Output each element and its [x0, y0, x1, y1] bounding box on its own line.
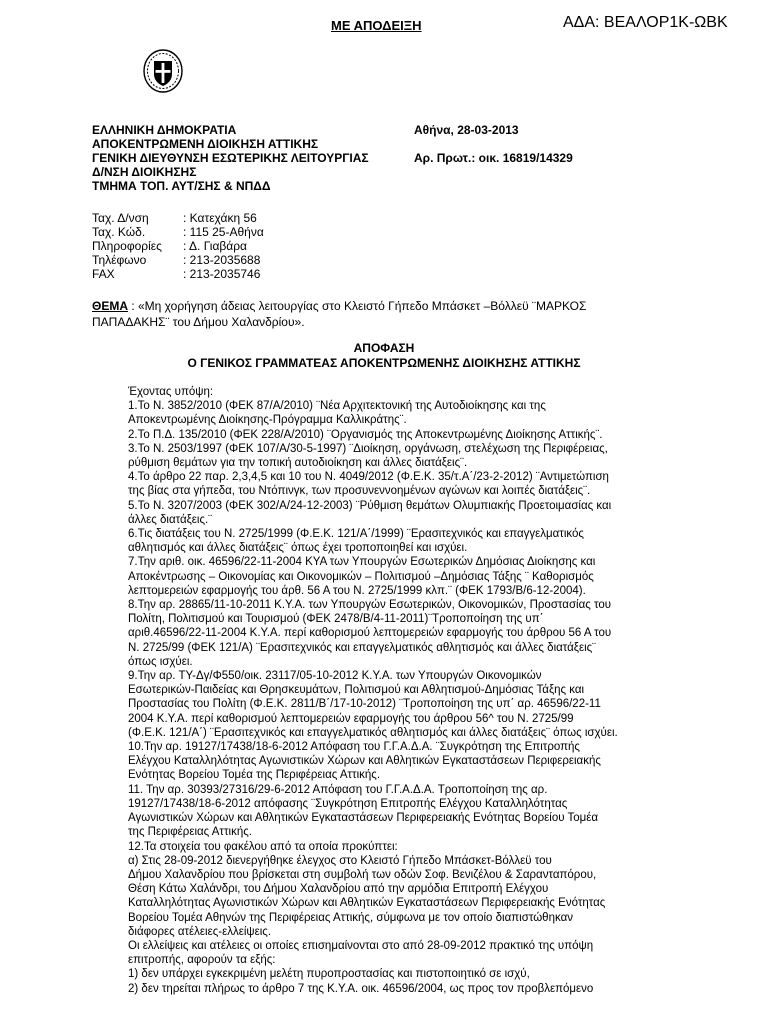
body-line: 12.Τα στοιχεία του φακέλου από τα οποία προκύπτει:: [128, 840, 398, 853]
body-line: 19127/17438/18-6-2012 απόφασης ¨Συγκρότηση Επιτροπής Ελέγχου Καταλληλότητας: [128, 797, 568, 810]
body-line: Αποκέντρωσης – Οικονομίας και Οικονομικών – Πολιτισμού –Δημόσιας Τάξης ¨ Καθορισμός: [128, 570, 594, 583]
authority-line: ΓΕΝΙΚΗ ΔΙΕΥΘΥΝΣΗ ΕΣΩΤΕΡΙΚΗΣ ΛΕΙΤΟΥΡΓΙΑΣ: [92, 151, 369, 165]
ada-code: ΑΔΑ: ΒΕΑΛΟΡ1Κ-ΩΒΚ: [563, 14, 728, 31]
body-line: όπως ισχύει.: [128, 655, 193, 668]
contact-value: : 115 25-Αθήνα: [183, 225, 264, 239]
body-line: 6.Τις διατάξεις του Ν. 2725/1999 (Φ.Ε.Κ. 121/Α΄/1999) ¨Ερασιτεχνικός και επαγγελματικός: [128, 528, 584, 541]
body-line: διάφορες ατέλειες-ελλείψεις.: [128, 925, 272, 938]
body-line: της βίας στα γήπεδα, του Ντόπινγκ, των προσυνεννοημένων αγώνων και λοιπές διατάξεις¨.: [128, 485, 591, 498]
body-line: 2004 Κ.Υ.Α. περί καθορισμού λεπτομερειών εφαρμογής του άρθρου 56^ του Ν. 2725/99: [128, 712, 574, 725]
body-line: ρύθμιση θεμάτων για την τοπική αυτοδιοίκηση και άλλες διατάξεις¨.: [128, 457, 468, 470]
protocol-number: Αρ. Πρωτ.: οικ. 16819/14329: [414, 151, 573, 165]
subject-block: [92, 298, 586, 330]
subject-text: : «Μη χορήγηση άδειας λειτουργίας στο Κλειστό Γήπεδο Μπάσκετ –Βόλλεϋ ¨ΜΑΡΚΟΣ: [128, 299, 587, 313]
body-line: 4.Το άρθρο 22 παρ. 2,3,4,5 και 10 του Ν. 4049/2012 (Φ.Ε.Κ. 35/τ.Α΄/23-2-2012) ¨Αντιμετώπιση: [128, 471, 609, 484]
body-line: επιτροπής, αφορούν τα εξής:: [128, 954, 276, 967]
body-line: Οι ελλείψεις και ατέλειες οι οποίες επισημαίνονται στο από 28-09-2012 πρακτικό της υπόψη: [128, 939, 594, 952]
body-line: Θέση Κάτω Χαλάνδρι, του Δήμου Χαλανδρίου από την αρμόδια Επιτροπή Ελέγχου: [128, 883, 549, 896]
contact-value: : 213-2035746: [183, 267, 261, 281]
body-line: 8.Την αρ. 28865/11-10-2011 Κ.Υ.Α. των Υπουργών Εσωτερικών, Οικονομικών, Προστασίας του: [128, 599, 612, 612]
body-line: Πολίτη, Πολιτισμού και Τουρισμού (ΦΕΚ 2478/Β/4-11-2011)¨Τροποποίηση της υπ΄: [128, 613, 544, 626]
contact-value: : Κατεχάκη 56: [183, 211, 257, 225]
body-line: λεπτομερειών εφαρμογής του άρθ. 56 Α του Ν. 2725/1999 κλπ.¨ (ΦΕΚ 1793/Β/6-12-2004).: [128, 584, 586, 597]
body-line: 5.Το Ν. 3207/2003 (ΦΕΚ 302/Α/24-12-2003) ¨Ρύθμιση θεμάτων Ολυμπιακής Προετοιμασίας και: [128, 499, 612, 512]
body-line: Έχοντας υπόψη:: [128, 386, 214, 398]
body-line: Εσωτερικών-Παιδείας και Θρησκευμάτων, Πολιτισμού και Αθλητισμού-Δημόσιας Τάξης και: [128, 684, 585, 697]
body-line: Καταλληλότητας Αγωνιστικών Χώρων και Αθλητικών Εγκαταστάσεων Περιφερειακής Ενότητας: [128, 897, 606, 910]
body-line: Αγωνιστικών Χώρων και Αθλητικών Εγκαταστάσεων Περιφερειακής Ενότητας Βορείου Τομέα: [128, 812, 599, 825]
body-line: 1) δεν υπάρχει εγκεκριμένη μελέτη πυροπροστασίας και πιστοποιητικό σε ισχύ,: [128, 968, 530, 981]
body-line: 9.Την αρ. ΤΥ-Δγ/Φ550/οικ. 23117/05-10-2012 Κ.Υ.Α. των Υπουργών Οικονομικών: [128, 670, 542, 683]
contact-label: Ταχ. Δ/νση: [92, 211, 149, 225]
body-line: Ελέγχου Καταλληλότητας Αγωνιστικών Χώρων και Αθλητικών Εγκαταστάσεων Περιφερειακής: [128, 755, 601, 768]
contact-values: [183, 211, 264, 281]
body-line: Ενότητας Βορείου Τομέα της Περιφέρειας Αττικής.: [128, 769, 381, 782]
body-line: Προστασίας του Πολίτη (Φ.Ε.Κ. 2811/Β΄/17-10-2012) ¨Τροποποίηση της υπ΄ αρ. 46596/22-11: [128, 698, 601, 711]
body-line: 3.Το Ν. 2503/1997 (ΦΕΚ 107/Α/30-5-1997) ¨Διοίκηση, οργάνωση, στελέχωση της Περιφέρειας,: [128, 442, 608, 455]
place-date: Αθήνα, 28-03-2013: [414, 123, 519, 137]
body-line: 2.Το Π.Δ. 135/2010 (ΦΕΚ 228/Α/2010) ¨Οργανισμός της Αποκεντρωμένης Διοίκησης Αττικής¨.: [128, 428, 603, 441]
body-line: 11. Την αρ. 30393/27316/29-6-2012 Απόφαση του Γ.Γ.Α.Δ.Α. Τροποποίηση της αρ.: [128, 783, 548, 796]
body-line: της Περιφέρειας Αττικής.: [128, 826, 252, 839]
authority-line: ΑΠΟΚΕΝΤΡΩΜΕΝΗ ΔΙΟΙΚΗΣΗ ΑΤΤΙΚΗΣ: [92, 137, 319, 151]
contact-label: Τηλέφωνο: [92, 253, 147, 267]
greek-coat-of-arms-icon: [142, 48, 184, 94]
decision-issuer: Ο ΓΕΝΙΚΟΣ ΓΡΑΜΜΑΤΕΑΣ ΑΠΟΚΕΝΤΡΩΜΕΝΗΣ ΔΙΟΙΚΗΣΗΣ ΑΤΤΙΚΗΣ: [187, 356, 581, 370]
body-line: Βορείου Τομέα Αθηνών της Περιφέρειας Αττικής, σύμφωνα με τον οποίο διαπιστώθηκαν: [128, 911, 573, 924]
authority-block: [92, 123, 369, 193]
authority-line: ΤΜΗΜΑ ΤΟΠ. ΑΥΤ/ΣΗΣ & ΝΠΔΔ: [92, 179, 271, 193]
body-line: 1.Το Ν. 3852/2010 (ΦΕΚ 87/Α/2010) ¨Νέα Αρχιτεκτονική της Αυτοδιοίκησης και της: [128, 400, 546, 413]
contact-value: : Δ. Γιαβάρα: [183, 239, 247, 253]
body-line: 10.Την αρ. 19127/17438/18-6-2012 Απόφαση του Γ.Γ.Α.Δ.Α. ¨Συγκρότηση της Επιτροπής: [128, 741, 580, 754]
body-line: 2) δεν τηρείται πλήρως το άρθρο 7 της Κ.Υ.Α. οικ. 46596/2004, ως προς τον προβλεπόμενο: [128, 982, 594, 995]
authority-line: Δ/ΝΣΗ ΔΙΟΙΚΗΣΗΣ: [92, 165, 197, 179]
decision-title: ΑΠΟΦΑΣΗ: [353, 341, 415, 355]
contact-labels: [92, 211, 162, 281]
body-line: άλλες διατάξεις.¨: [128, 513, 213, 526]
body-line: αριθ.46596/22-11-2004 Κ.Υ.Α. περί καθορισμού λεπτομερειών εφαρμογής του άρθρου 56 Α του: [128, 627, 612, 640]
authority-line: ΕΛΛΗΝΙΚΗ ΔΗΜΟΚΡΑΤΙΑ: [92, 123, 237, 137]
body-line: 7.Την αριθ. οικ. 46596/22-11-2004 ΚΥΑ των Υπουργών Εσωτερικών Δημόσιας Διοίκησης και: [128, 556, 596, 569]
subject-text-cont: ΠΑΠΑΔΑΚΗΣ¨ του Δήμου Χαλανδρίου».: [92, 315, 305, 329]
delivery-receipt-note: ΜΕ ΑΠΟΔΕΙΞΗ: [331, 18, 422, 33]
contact-label: Πληροφορίες: [92, 239, 162, 253]
body-line: (Φ.Ε.Κ. 121/Α΄) ¨Ερασιτεχνικός και επαγγελματικός αθλητισμός και άλλες διατάξεις¨ όπως ισχύει.: [128, 726, 618, 739]
contact-value: : 213-2035688: [183, 253, 261, 267]
subject-keyword: ΘΕΜΑ: [92, 299, 128, 313]
body-line: Ν. 2725/99 (ΦΕΚ 121/Α) ¨Ερασιτεχνικός και επαγγελματικός αθλητισμός και άλλες διατάξεις¨: [128, 641, 597, 654]
body-line: α) Στις 28-09-2012 διενεργήθηκε έλεγχος στο Κλειστό Γήπεδο Μπάσκετ-Βόλλεϋ του: [128, 854, 552, 867]
body-line: αθλητισμός και άλλες διατάξεις¨ όπως έχει τροποποιηθεί και ισχύει.: [128, 542, 468, 555]
contact-label: FAX: [92, 267, 115, 281]
contact-label: Ταχ. Κώδ.: [92, 225, 146, 239]
document-body: [128, 385, 618, 996]
body-line: Αποκεντρωμένης Διοίκησης-Πρόγραμμα Καλλικράτης¨.: [128, 414, 407, 427]
body-line: Δήμου Χαλανδρίου που βρίσκεται στη συμβολή των οδών Σοφ. Βενιζέλου & Σαρανταπόρου,: [128, 868, 597, 881]
